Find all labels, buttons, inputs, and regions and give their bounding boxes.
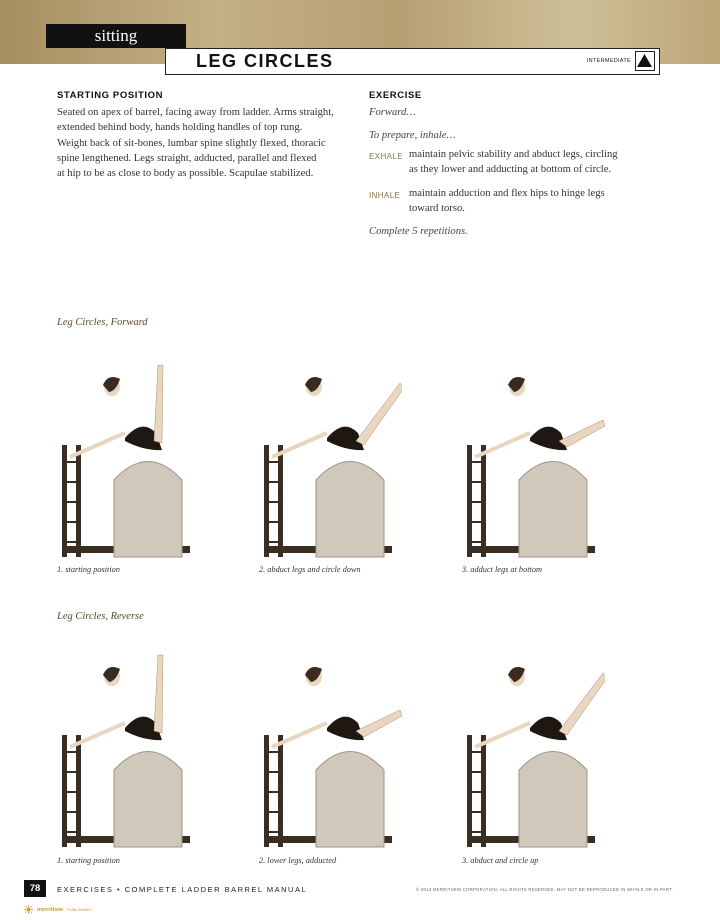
step-text	[409, 147, 659, 177]
exercise-step	[369, 147, 669, 177]
photo-caption: 2. abduct legs and circle down	[259, 565, 361, 574]
sequence-title-forward: Leg Circles, Forward	[57, 317, 148, 328]
exercise-reps: Complete 5 repetitions.	[369, 226, 468, 237]
photo-caption: 1. starting position	[57, 856, 120, 865]
text-line: Weight back of sit-bones, lumbar spine slightly flexed, thoracic	[57, 137, 326, 149]
title-bar	[165, 48, 660, 75]
logo-subtext: PUBLISHING	[67, 907, 92, 912]
section-tab: sitting	[46, 24, 186, 48]
footer-text: EXERCISES • COMPLETE LADDER BARREL MANUAL	[57, 885, 308, 894]
text-line: Seated on apex of barrel, facing away from ladder. Arms straight,	[57, 107, 334, 118]
starting-position-text	[57, 105, 349, 181]
text-line: at hip to be as close to body as possible. Scapulae stabilized.	[57, 168, 314, 180]
exercise-photo-reverse-3	[455, 625, 605, 855]
breath-label: INHALE	[369, 191, 401, 200]
exercise-step	[369, 186, 669, 216]
starting-position	[57, 90, 349, 181]
breath-label: EXHALE	[369, 152, 403, 161]
exercise	[369, 90, 669, 237]
triangle-icon	[635, 51, 655, 71]
logo-text: merrithew	[37, 906, 64, 913]
photo-caption: 3. adduct legs at bottom	[462, 565, 542, 574]
sun-logo-icon	[24, 905, 33, 914]
text-line: spine lengthened. Legs straight, adducted, parallel and flexed	[57, 152, 317, 164]
publisher-logo	[24, 905, 92, 914]
page-number: 78	[24, 880, 46, 897]
text-line: extended behind body, hands holding handles of top rung.	[57, 122, 303, 134]
exercise-prepare: To prepare, inhale…	[369, 130, 456, 141]
sequence-title-reverse: Leg Circles, Reverse	[57, 611, 144, 622]
exercise-direction: Forward…	[369, 107, 416, 118]
step-line: maintain adduction and flex hips to hinge legs	[409, 188, 605, 199]
photo-caption: 1. starting position	[57, 565, 120, 574]
starting-position-heading: STARTING POSITION	[57, 90, 164, 101]
step-line: as they lower and adducting at bottom of circle.	[409, 164, 612, 175]
step-line: toward torso.	[409, 203, 465, 214]
exercise-photo-reverse-2	[252, 625, 402, 855]
exercise-photo-forward-2	[252, 335, 402, 565]
photo-caption: 3. abduct and circle up	[462, 856, 539, 865]
page-title: LEG CIRCLES	[196, 51, 334, 71]
footer-copyright: © 2014 MERRITHEW CORPORATION. ALL RIGHTS RESERVED. MAY NOT BE REPRODUCED IN WHOLE OR IN PART.	[416, 887, 673, 892]
level-label: INTERMEDIATE	[586, 58, 631, 64]
exercise-photo-reverse-1	[50, 625, 200, 855]
exercise-photo-forward-1	[50, 335, 200, 565]
photo-caption: 2. lower legs, adducted	[259, 856, 337, 865]
step-line: maintain pelvic stability and abduct legs, circling	[409, 149, 618, 160]
exercise-heading: EXERCISE	[369, 90, 422, 101]
exercise-photo-forward-3	[455, 335, 605, 565]
step-text	[409, 186, 659, 216]
